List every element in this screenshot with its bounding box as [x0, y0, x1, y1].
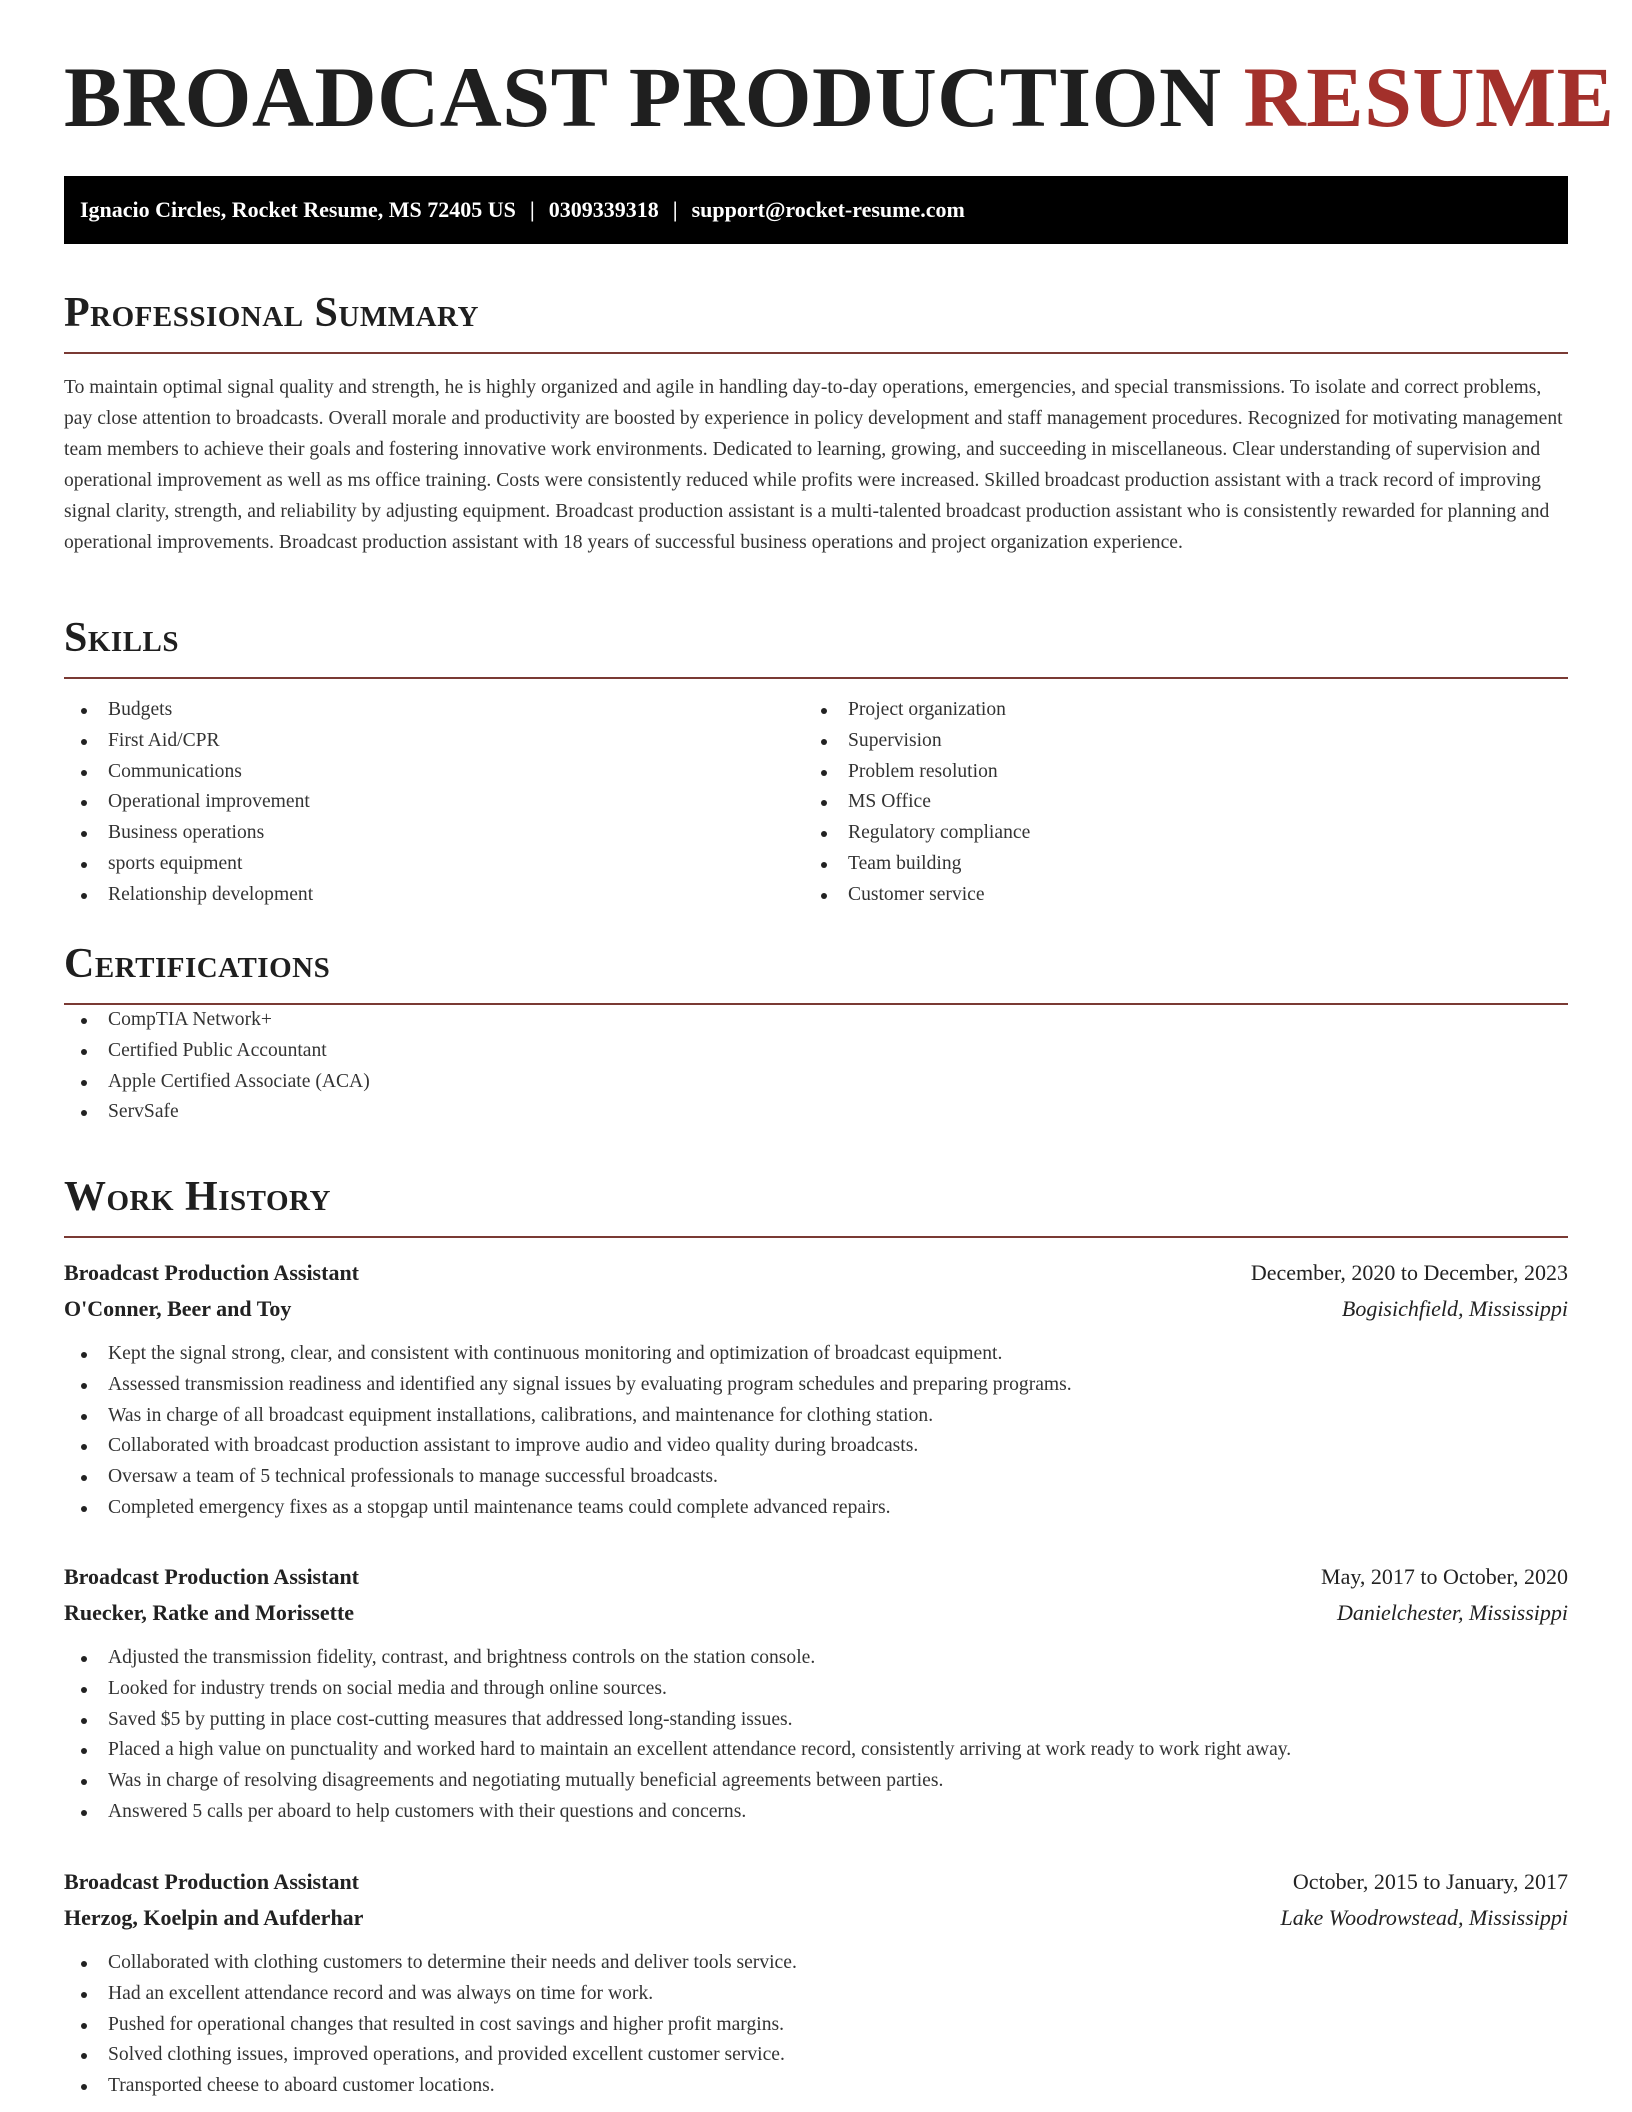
job-duty-item: Solved clothing issues, improved operations, and provided excellent customer service. — [64, 2040, 1568, 2071]
section-divider — [64, 1236, 1568, 1238]
job-header-row — [64, 1559, 1568, 1595]
job-duty-item: Had an excellent attendance record and was always on time for work. — [64, 1979, 1568, 2010]
job-duty-item: Transported cheese to aboard customer locations. — [64, 2071, 1568, 2102]
job-duties-list — [64, 1948, 1568, 2102]
skill-item: Budgets — [64, 695, 804, 726]
contact-address: Ignacio Circles, Rocket Resume, MS 72405 US — [80, 197, 516, 222]
job-duty-item: Assessed transmission readiness and identified any signal issues by evaluating program schedules and preparing programs. — [64, 1370, 1568, 1401]
job-duty-item: Was in charge of all broadcast equipment installations, calibrations, and maintenance for clothing station. — [64, 1401, 1568, 1432]
job-company: Ruecker, Ratke and Morissette — [64, 1600, 355, 1625]
skill-item: Relationship development — [64, 880, 804, 911]
certification-item: Apple Certified Associate (ACA) — [64, 1067, 1568, 1098]
job-duty-item: Completed emergency fixes as a stopgap until maintenance teams could complete advanced repairs. — [64, 1493, 1568, 1524]
job-location: Danielchester, Mississippi — [1337, 1600, 1568, 1625]
skill-item: Team building — [804, 849, 1544, 880]
section-divider — [64, 352, 1568, 354]
skill-item: First Aid/CPR — [64, 726, 804, 757]
job-duty-item: Pushed for operational changes that resulted in cost savings and higher profit margins. — [64, 2010, 1568, 2041]
certification-item: ServSafe — [64, 1097, 1568, 1128]
job-company-row — [64, 1900, 1568, 1936]
skills-columns — [64, 695, 1568, 911]
certifications-list — [64, 1005, 1568, 1128]
job-entry — [64, 1255, 1568, 1524]
job-duties-list — [64, 1339, 1568, 1524]
job-duty-item: Was in charge of resolving disagreements and negotiating mutually beneficial agreements between parties. — [64, 1766, 1568, 1797]
skills-heading: Skills — [64, 615, 180, 661]
job-dates: December, 2020 to December, 2023 — [1250, 1260, 1568, 1285]
skill-item: Business operations — [64, 818, 804, 849]
job-duty-item: Kept the signal strong, clear, and consistent with continuous monitoring and optimization of broadcast equipment. — [64, 1339, 1568, 1370]
contact-separator: | — [529, 197, 535, 222]
summary-heading: Professional Summary — [64, 290, 479, 336]
certification-item: CompTIA Network+ — [64, 1005, 1568, 1036]
job-company-row — [64, 1291, 1568, 1327]
title-main: BROADCAST PRODUCTION — [64, 49, 1222, 145]
certifications-section — [64, 939, 1568, 1128]
contact-phone[interactable]: 0309339318 — [548, 197, 659, 222]
certifications-heading: Certifications — [64, 941, 331, 987]
contact-separator: | — [672, 197, 678, 222]
skill-item: Supervision — [804, 726, 1544, 757]
skills-column-left — [64, 695, 804, 911]
contact-bar — [64, 176, 1568, 244]
job-header-row — [64, 1864, 1568, 1900]
job-company: Herzog, Koelpin and Aufderhar — [64, 1905, 364, 1930]
job-company-row — [64, 1595, 1568, 1631]
skill-item: Customer service — [804, 880, 1544, 911]
job-entry — [64, 1864, 1568, 2102]
job-duty-item: Placed a high value on punctuality and worked hard to maintain an excellent attendance record, consistently arriving at work ready to work right away. — [64, 1735, 1568, 1766]
job-duty-item: Collaborated with broadcast production assistant to improve audio and video quality during broadcasts. — [64, 1431, 1568, 1462]
resume-title — [64, 0, 1615, 145]
job-duty-item: Collaborated with clothing customers to determine their needs and deliver tools service. — [64, 1948, 1568, 1979]
skill-item: Communications — [64, 757, 804, 788]
skills-list-left — [64, 695, 804, 911]
contact-email[interactable]: support@rocket-resume.com — [691, 197, 965, 222]
skill-item: sports equipment — [64, 849, 804, 880]
job-title: Broadcast Production Assistant — [64, 1869, 360, 1894]
job-duty-item: Looked for industry trends on social media and through online sources. — [64, 1674, 1568, 1705]
job-header-row — [64, 1255, 1568, 1291]
skill-item: Project organization — [804, 695, 1544, 726]
job-duty-item: Saved $5 by putting in place cost-cutting measures that addressed long-standing issues. — [64, 1705, 1568, 1736]
section-divider — [64, 677, 1568, 679]
summary-text: To maintain optimal signal quality and strength, he is highly organized and agile in handling day-to-day operations, emergencies, and special transmissions. To isolate and correct problems, pay close attention to broadcasts. Overall morale and productivity are boosted by experience in policy development and staff management procedures. Recognized for motivating management team members to achieve their goals and fostering innovative work environments. Dedicated to learning, growing, and succeeding in miscellaneous. Clear understanding of supervision and operational improvement as well as ms office training. Costs were consistently reduced while profits were increased. Skilled broadcast production assistant with a track record of improving signal clarity, strength, and reliability by adjusting equipment. Broadcast production assistant is a multi-talented broadcast production assistant who is consistently rewarded for planning and operational improvements. Broadcast production assistant with 18 years of successful business operations and project organization experience. — [64, 377, 1563, 553]
resume-page — [64, 0, 1615, 2097]
job-duty-item: Oversaw a team of 5 technical professionals to manage successful broadcasts. — [64, 1462, 1568, 1493]
job-title: Broadcast Production Assistant — [64, 1260, 360, 1285]
job-duty-item: Adjusted the transmission fidelity, contrast, and brightness controls on the station console. — [64, 1643, 1568, 1674]
certification-item: Certified Public Accountant — [64, 1036, 1568, 1067]
title-accent: RESUME — [1243, 49, 1615, 145]
skills-section — [64, 613, 1568, 911]
job-location: Lake Woodrowstead, Mississippi — [1280, 1905, 1568, 1930]
skill-item: Problem resolution — [804, 757, 1544, 788]
work-history-heading: Work History — [64, 1174, 331, 1220]
job-dates: May, 2017 to October, 2020 — [1321, 1564, 1568, 1589]
job-entry — [64, 1559, 1568, 1828]
skill-item: Operational improvement — [64, 787, 804, 818]
job-title: Broadcast Production Assistant — [64, 1564, 360, 1589]
job-duty-item: Answered 5 calls per aboard to help customers with their questions and concerns. — [64, 1797, 1568, 1828]
job-duties-list — [64, 1643, 1568, 1828]
job-company: O'Conner, Beer and Toy — [64, 1296, 292, 1321]
summary-section — [64, 288, 1568, 558]
work-history-section — [64, 1172, 1568, 1238]
job-dates: October, 2015 to January, 2017 — [1292, 1869, 1568, 1894]
skills-list-right — [804, 695, 1544, 911]
job-location: Bogisichfield, Mississippi — [1341, 1296, 1568, 1321]
skill-item: MS Office — [804, 787, 1544, 818]
skill-item: Regulatory compliance — [804, 818, 1544, 849]
skills-column-right — [804, 695, 1544, 911]
